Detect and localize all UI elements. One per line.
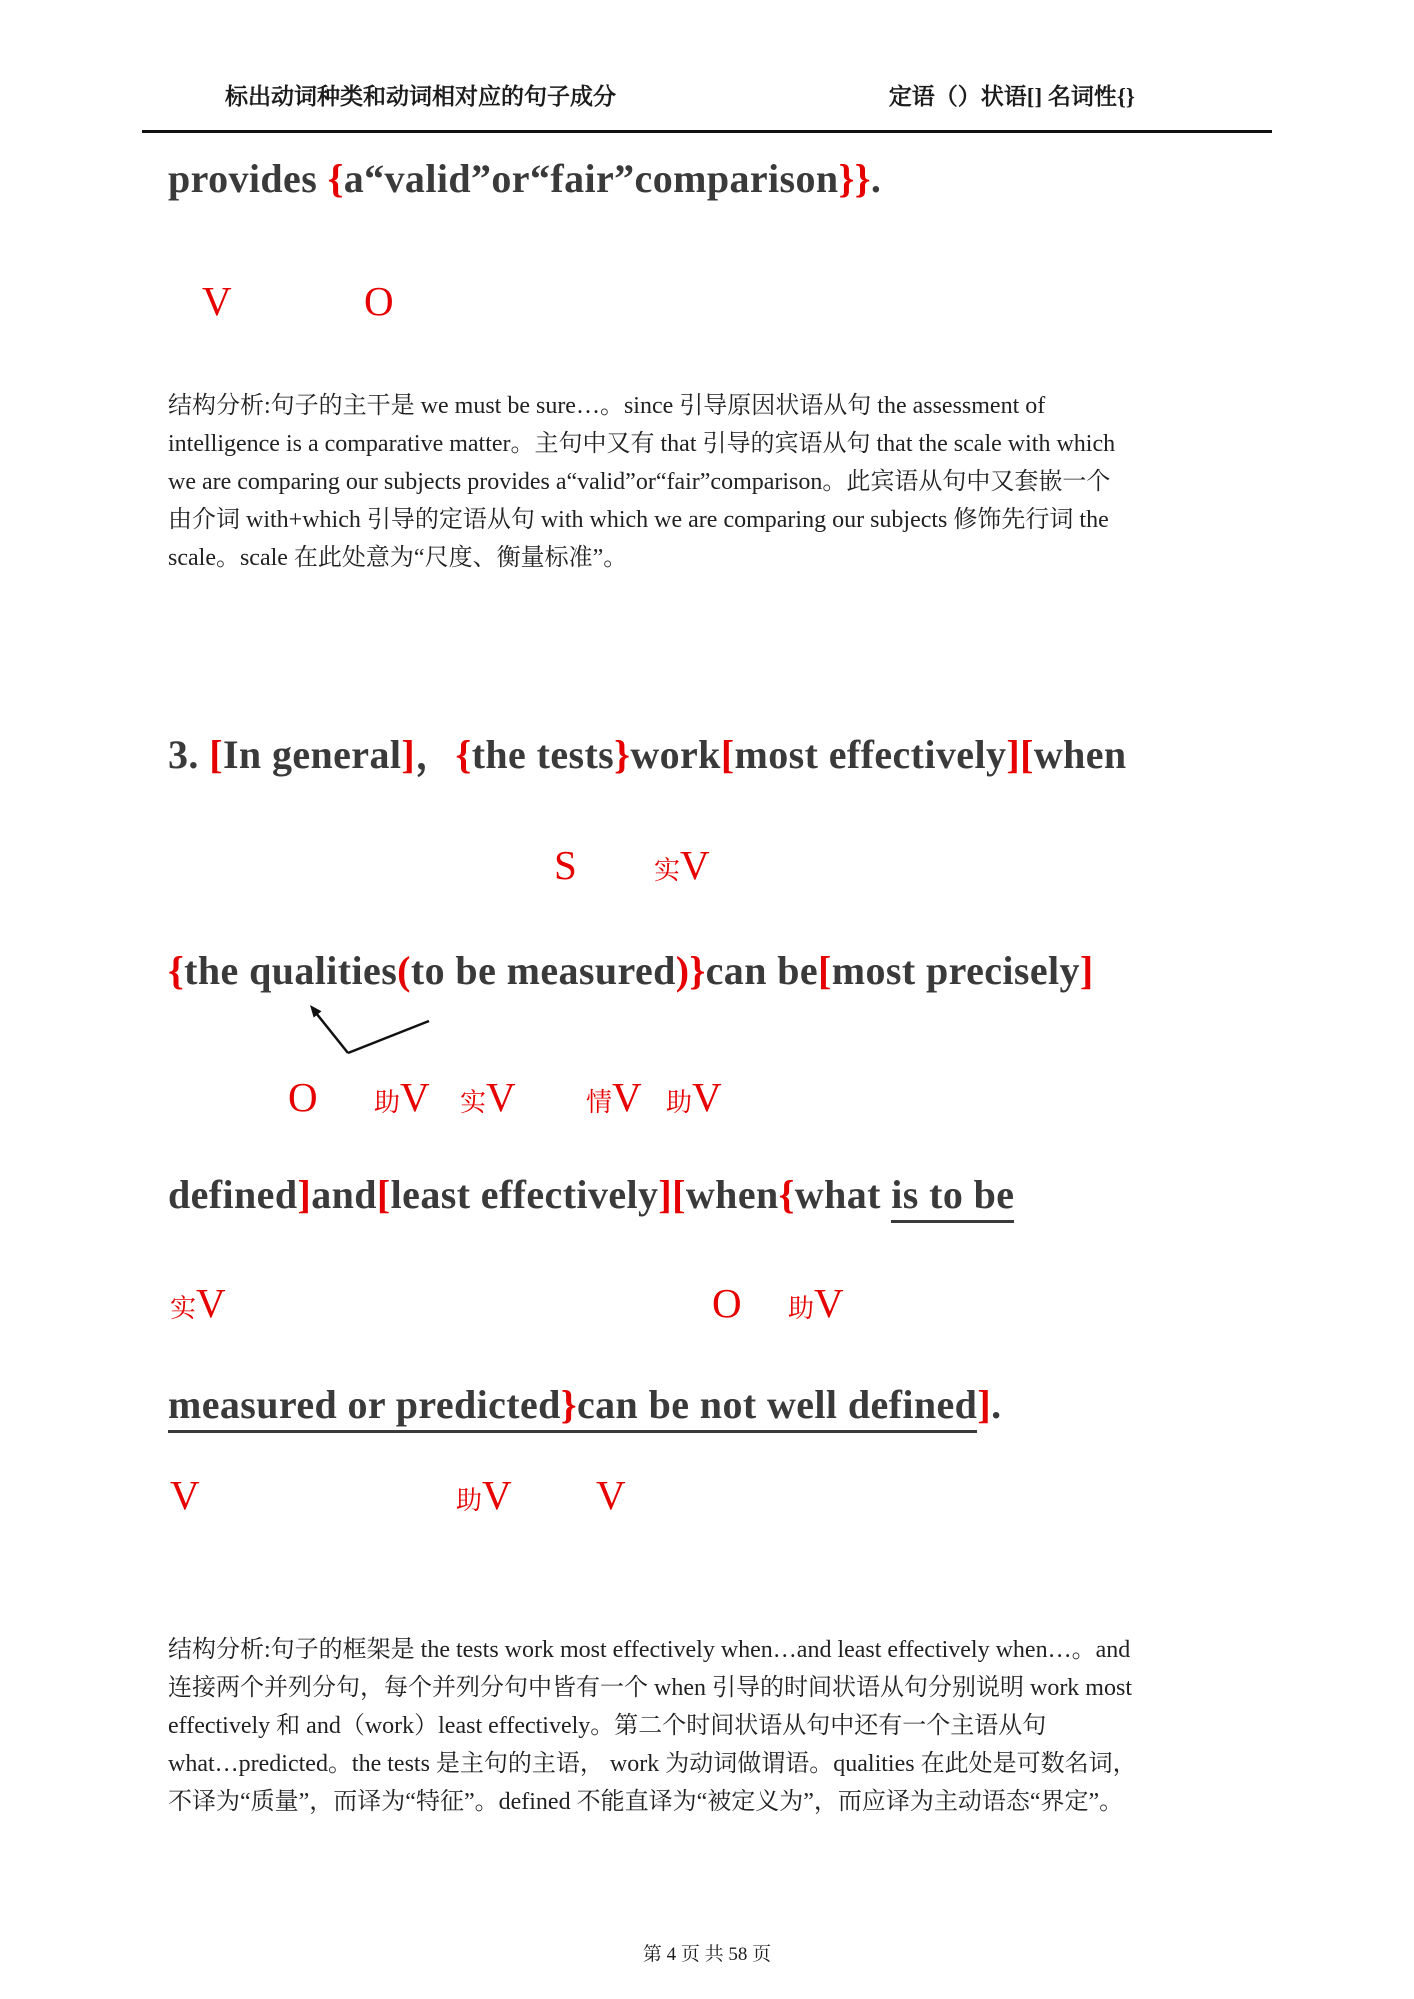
grammar-label-cn: 实 xyxy=(170,1294,197,1323)
grammar-label-letter: O xyxy=(712,1280,742,1326)
analysis-line: effectively 和 and（work）least effectively。第二个时间状语从句中还有一个主语从句 xyxy=(168,1713,1047,1739)
text-segment: [ xyxy=(818,948,832,993)
text-segment: when xyxy=(1033,732,1127,777)
text-segment: a“valid”or“fair”comparison xyxy=(343,156,839,201)
text-segment: { xyxy=(455,732,472,777)
grammar-label xyxy=(586,1073,642,1121)
text-segment: ( xyxy=(397,948,411,993)
analysis-line: what…predicted。the tests 是主句的主语， work 为动词做谓语。qualities 在此处是可数名词， xyxy=(168,1751,1137,1777)
grammar-label-letter: V xyxy=(814,1280,844,1326)
text-segment: when xyxy=(685,1172,779,1217)
grammar-label xyxy=(596,1471,626,1519)
grammar-label-letter: V xyxy=(680,842,710,888)
annotation-arrows-icon xyxy=(301,1001,451,1059)
grammar-label-letter: S xyxy=(554,842,577,888)
text-segment: ， xyxy=(415,732,456,777)
text-segment: provides xyxy=(168,156,328,201)
grammar-label-letter: V xyxy=(486,1074,516,1120)
grammar-label-letter: O xyxy=(288,1074,318,1120)
text-segment: most precisely xyxy=(831,948,1080,993)
text-segment: In general xyxy=(222,732,402,777)
text-segment: 3. xyxy=(168,732,210,777)
text-segment: { xyxy=(327,156,344,201)
text-segment: }} xyxy=(838,156,871,201)
header-right-legend: 定语（）状语[] 名词性{} xyxy=(888,84,1135,109)
header-left-title: 标出动词种类和动词相对应的句子成分 xyxy=(225,84,616,109)
analysis-line: scale。scale 在此处意为“尺度、衡量标准”。 xyxy=(168,545,628,571)
text-segment: most effectively xyxy=(734,732,1007,777)
text-segment: to be measured xyxy=(410,948,676,993)
grammar-label-cn: 助 xyxy=(456,1486,483,1515)
text-segment: . xyxy=(870,156,882,201)
text-segment: [ xyxy=(1020,732,1034,777)
grammar-label-letter: V xyxy=(612,1074,642,1120)
text-segment: the qualities xyxy=(184,948,398,993)
text-segment: the tests xyxy=(471,732,615,777)
analysis-paragraph-2 xyxy=(168,1631,1246,1821)
analysis-line: 结构分析:句子的主干是 we must be sure…。since 引导原因状语从句 the assessment of xyxy=(168,393,1046,419)
grammar-label-letter: V xyxy=(400,1074,430,1120)
text-segment: ] xyxy=(977,1382,992,1427)
text-segment: ] xyxy=(1006,732,1021,777)
text-segment: )} xyxy=(675,948,706,993)
grammar-labels-row-3 xyxy=(168,1073,1246,1121)
grammar-label xyxy=(288,1073,318,1121)
text-segment: can be xyxy=(705,948,819,993)
grammar-label xyxy=(666,1073,722,1121)
text-segment: [ xyxy=(720,732,735,777)
grammar-label-letter: V xyxy=(482,1472,512,1518)
grammar-label-cn: 助 xyxy=(666,1088,693,1117)
text-segment: } xyxy=(561,1382,577,1433)
grammar-label-letter: V xyxy=(202,278,232,324)
grammar-label-cn: 实 xyxy=(654,856,681,885)
grammar-labels-row-1 xyxy=(168,277,1246,325)
grammar-label xyxy=(712,1279,742,1327)
grammar-label-cn: 助 xyxy=(788,1294,815,1323)
analysis-line: we are comparing our subjects provides a“valid”or“fair”comparison。此宾语从句中又套嵌一个 xyxy=(168,469,1111,495)
grammar-label-cn: 实 xyxy=(460,1088,487,1117)
sentence-3-annotated-line-3 xyxy=(168,1169,1246,1221)
text-segment: can be not well defined xyxy=(577,1382,977,1433)
text-segment: { xyxy=(168,948,185,993)
grammar-label-letter: V xyxy=(170,1472,200,1518)
grammar-label xyxy=(374,1073,430,1121)
page-number-footer: 第 4 页 共 58 页 xyxy=(642,1944,772,1965)
text-segment: . xyxy=(991,1382,1002,1427)
grammar-labels-row-5 xyxy=(168,1471,1246,1519)
sentence-3-annotated-line-2 xyxy=(168,945,1246,997)
analysis-line: 连接两个并列分句，每个并列分句中皆有一个 when 引导的时间状语从句分别说明 work most xyxy=(168,1675,1132,1701)
sentence-3-annotated-line-4 xyxy=(168,1379,1246,1431)
sentence-3-annotated-line-1 xyxy=(168,729,1246,781)
grammar-label xyxy=(460,1073,516,1121)
text-segment: least effectively xyxy=(390,1172,659,1217)
analysis-line: 不译为“质量”，而译为“特征”。defined 不能直译为“被定义为”，而应译为主动语态“界定”。 xyxy=(168,1789,1124,1815)
grammar-label xyxy=(202,277,232,325)
grammar-label xyxy=(364,277,394,325)
grammar-label xyxy=(654,841,710,889)
text-segment: } xyxy=(614,732,631,777)
text-segment: work xyxy=(630,732,721,777)
grammar-label-cn: 情 xyxy=(586,1088,613,1117)
grammar-label-cn: 助 xyxy=(374,1088,401,1117)
analysis-paragraph-1 xyxy=(168,387,1246,577)
grammar-label xyxy=(170,1279,226,1327)
sentence-2-annotated-line xyxy=(168,153,1246,205)
grammar-labels-row-2 xyxy=(168,841,1246,889)
analysis-line: intelligence is a comparative matter。主句中又有 that 引导的宾语从句 that the scale with which xyxy=(168,431,1116,457)
grammar-label-letter: V xyxy=(692,1074,722,1120)
grammar-labels-row-4 xyxy=(168,1279,1246,1327)
text-segment: is to be xyxy=(891,1172,1014,1223)
text-segment: and xyxy=(311,1172,377,1217)
text-segment: defined xyxy=(168,1172,298,1217)
analysis-line: 结构分析:句子的框架是 the tests work most effectively when…and least effectively when…。and xyxy=(168,1637,1131,1663)
text-segment: [ xyxy=(376,1172,391,1217)
grammar-label xyxy=(456,1471,512,1519)
text-segment: ] xyxy=(401,732,416,777)
grammar-label-letter: V xyxy=(196,1280,226,1326)
grammar-label xyxy=(788,1279,844,1327)
text-segment: what xyxy=(794,1172,892,1217)
text-segment: ] xyxy=(297,1172,312,1217)
page-header xyxy=(225,78,1135,108)
text-segment: [ xyxy=(672,1172,686,1217)
text-segment: { xyxy=(778,1172,795,1217)
grammar-label xyxy=(554,841,577,889)
grammar-label-letter: O xyxy=(364,278,394,324)
text-segment: ] xyxy=(658,1172,673,1217)
header-rule xyxy=(142,130,1272,133)
text-segment: ] xyxy=(1079,948,1094,993)
grammar-label-letter: V xyxy=(596,1472,626,1518)
grammar-label xyxy=(170,1471,200,1519)
text-segment: [ xyxy=(209,732,223,777)
analysis-line: 由介词 with+which 引导的定语从句 with which we are comparing our subjects 修饰先行词 the xyxy=(168,507,1109,533)
text-segment: measured or predicted xyxy=(168,1382,561,1433)
